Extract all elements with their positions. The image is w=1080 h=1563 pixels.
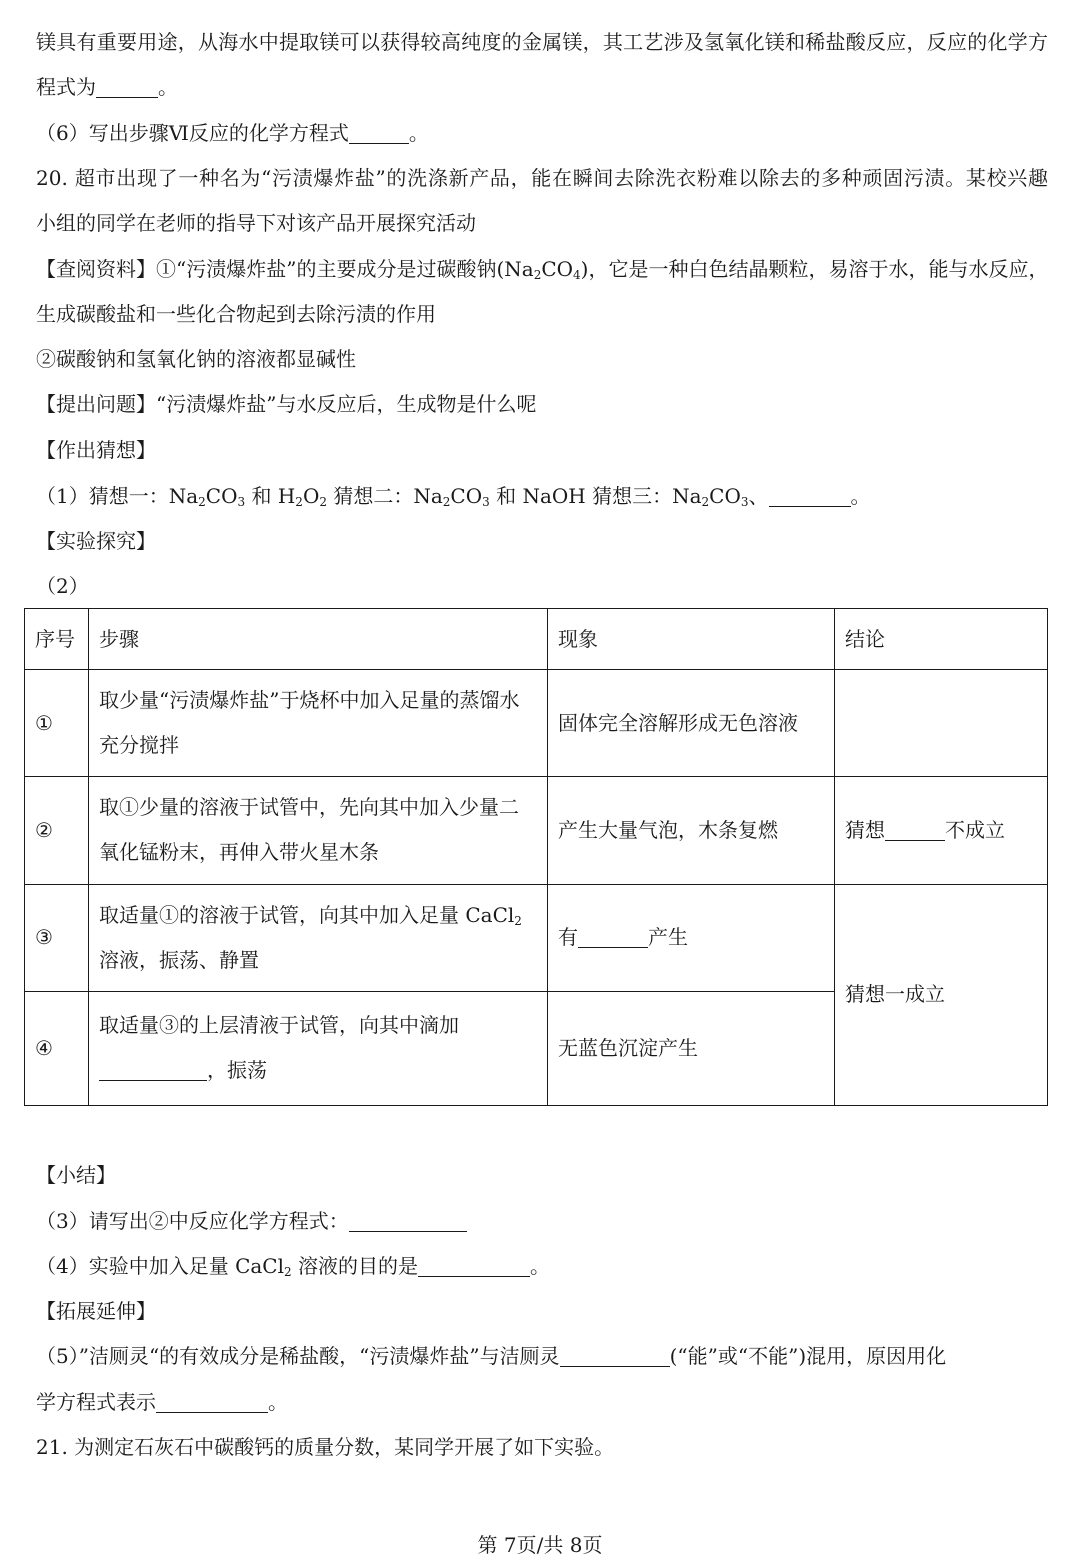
answer-blank[interactable] — [99, 1060, 207, 1081]
table-row — [25, 884, 1048, 991]
phenomenon-text: 有 — [558, 925, 578, 950]
subscript: 3 — [237, 495, 246, 509]
answer-blank[interactable] — [885, 820, 945, 841]
question-4-text: （4）实验中加入足量 CaCl — [36, 1254, 285, 1278]
answer-blank[interactable] — [578, 927, 648, 948]
question-6 — [36, 120, 429, 146]
row-step: 取①少量的溶液于试管中，先向其中加入少量二氧化锰粉末，再伸入带火星木条 — [89, 777, 548, 884]
page-footer: 第 7页/共 8页 — [477, 1533, 603, 1557]
row-index: ③ — [25, 884, 89, 991]
guess-text: 和 NaOH 猜想三：Na — [489, 484, 702, 508]
step-text: 取适量①的溶液于试管，向其中加入足量 CaCl — [99, 902, 515, 927]
subscript: 2 — [701, 495, 710, 509]
row-phenomenon: 产生大量气泡，木条复燃 — [548, 777, 835, 884]
question-5-text: (“能”或“不能”)混用，原因用化 — [669, 1344, 947, 1368]
row-conclusion — [835, 777, 1048, 884]
step-text: 溶液，振荡、静置 — [99, 947, 259, 972]
period: 。 — [850, 484, 871, 508]
table-row — [25, 670, 1048, 777]
reference-line-2: 生成碳酸盐和一些化合物起到去除污渍的作用 — [36, 302, 436, 326]
answer-blank[interactable] — [349, 1211, 467, 1232]
experiment-table — [24, 608, 1048, 1106]
guess-text: CO — [709, 484, 741, 508]
question-3-text: （3）请写出②中反应化学方程式： — [36, 1209, 349, 1233]
extension-heading: 【拓展延伸】 — [36, 1299, 156, 1323]
header-step: 步骤 — [89, 609, 548, 670]
row-phenomenon: 无蓝色沉淀产生 — [548, 991, 835, 1105]
subscript: 2 — [533, 268, 542, 282]
question-5-text: 学方程式表示 — [36, 1390, 156, 1414]
row-index: ② — [25, 777, 89, 884]
intro-text: 程式为 — [36, 75, 96, 99]
answer-blank[interactable] — [156, 1392, 268, 1413]
header-index: 序号 — [25, 609, 89, 670]
question-4 — [36, 1253, 550, 1279]
intro-line-2 — [36, 74, 178, 100]
guess-text: （1）猜想一：Na — [36, 484, 199, 508]
row-step: 取少量“污渍爆炸盐”于烧杯中加入足量的蒸馏水充分搅拌 — [89, 670, 548, 777]
step-text: ，振荡 — [207, 1058, 267, 1083]
guess-text: CO — [205, 484, 238, 508]
subscript: 3 — [482, 495, 490, 509]
merged-conclusion: 猜想一成立 — [835, 884, 1048, 1105]
guess-line — [36, 483, 871, 509]
answer-blank[interactable] — [96, 77, 158, 98]
question-4-text: 溶液的目的是 — [291, 1254, 419, 1278]
subscript: 2 — [514, 913, 522, 928]
row-step — [89, 991, 548, 1105]
table-row — [25, 777, 1048, 884]
ref-text: 【查阅资料】①“污渍爆炸盐”的主要成分是过碳酸钠(Na — [36, 257, 534, 281]
row-phenomenon: 固体完全溶解形成无色溶液 — [548, 670, 835, 777]
conclusion-text: 猜想 — [845, 817, 885, 842]
period: 。 — [158, 75, 178, 99]
reference-line-1 — [36, 256, 1048, 282]
guess-text: 猜想二：Na — [326, 484, 443, 508]
subscript: 2 — [442, 495, 451, 509]
row-phenomenon — [548, 884, 835, 991]
question-6-text: （6）写出步骤Ⅵ反应的化学方程式 — [36, 121, 349, 145]
ref-text: CO — [541, 257, 574, 281]
experiment-heading: 【实验探究】 — [36, 529, 156, 553]
answer-blank[interactable] — [560, 1346, 670, 1367]
conclusion-text: 不成立 — [945, 817, 1005, 842]
question-5-text: （5）”洁厕灵“的有效成分是稀盐酸，“污渍爆炸盐”与洁厕灵 — [36, 1344, 560, 1368]
intro-line-1: 镁具有重要用途，从海水中提取镁可以获得较高纯度的金属镁，其工艺涉及氢氧化镁和稀盐酸反应，反应的化学方 — [36, 30, 1048, 54]
phenomenon-text: 产生 — [648, 925, 688, 950]
question-21: 21. 为测定石灰石中碳酸钙的质量分数，某同学开展了如下实验。 — [36, 1435, 615, 1459]
subscript: 2 — [295, 495, 303, 509]
question-5-line-2 — [36, 1389, 288, 1415]
answer-blank[interactable] — [418, 1256, 530, 1277]
subscript: 4 — [573, 268, 581, 282]
subscript: 2 — [284, 1265, 292, 1279]
row-index: ④ — [25, 991, 89, 1105]
question-3 — [36, 1208, 467, 1234]
question-2-label: （2） — [36, 574, 89, 598]
answer-blank[interactable] — [349, 123, 409, 144]
guess-text: CO — [450, 484, 483, 508]
question-20-line-2: 小组的同学在老师的指导下对该产品开展探究活动 — [36, 211, 476, 235]
summary-heading: 【小结】 — [36, 1163, 116, 1187]
ref-text: )，它是一种白色结晶颗粒，易溶于水，能与水反应， — [580, 257, 1049, 281]
guess-heading: 【作出猜想】 — [36, 438, 156, 462]
question-5-line-1 — [36, 1343, 946, 1369]
guess-text: 、 — [748, 484, 769, 508]
period: 。 — [408, 121, 429, 145]
header-phenomenon: 现象 — [548, 609, 835, 670]
reference-line-3: ②碳酸钠和氢氧化钠的溶液都显碱性 — [36, 347, 356, 371]
period: 。 — [530, 1254, 551, 1278]
row-index: ① — [25, 670, 89, 777]
answer-blank[interactable] — [769, 486, 851, 507]
row-conclusion — [835, 670, 1048, 777]
subscript: 2 — [198, 495, 206, 509]
subscript: 2 — [319, 495, 327, 509]
question-20-line-1: 20. 超市出现了一种名为“污渍爆炸盐”的洗涤新产品，能在瞬间去除洗衣粉难以除去的多种顽固污渍。某校兴趣 — [36, 166, 1048, 190]
guess-text: O — [302, 484, 320, 508]
table-header-row — [25, 609, 1048, 670]
guess-text: 和 H — [245, 484, 296, 508]
step-text: 取适量③的上层清液于试管，向其中滴加 — [99, 1013, 459, 1038]
subscript: 3 — [740, 495, 749, 509]
period: 。 — [268, 1390, 288, 1414]
question-heading: 【提出问题】“污渍爆炸盐”与水反应后，生成物是什么呢 — [36, 392, 537, 416]
header-conclusion: 结论 — [835, 609, 1048, 670]
row-step — [89, 884, 548, 991]
